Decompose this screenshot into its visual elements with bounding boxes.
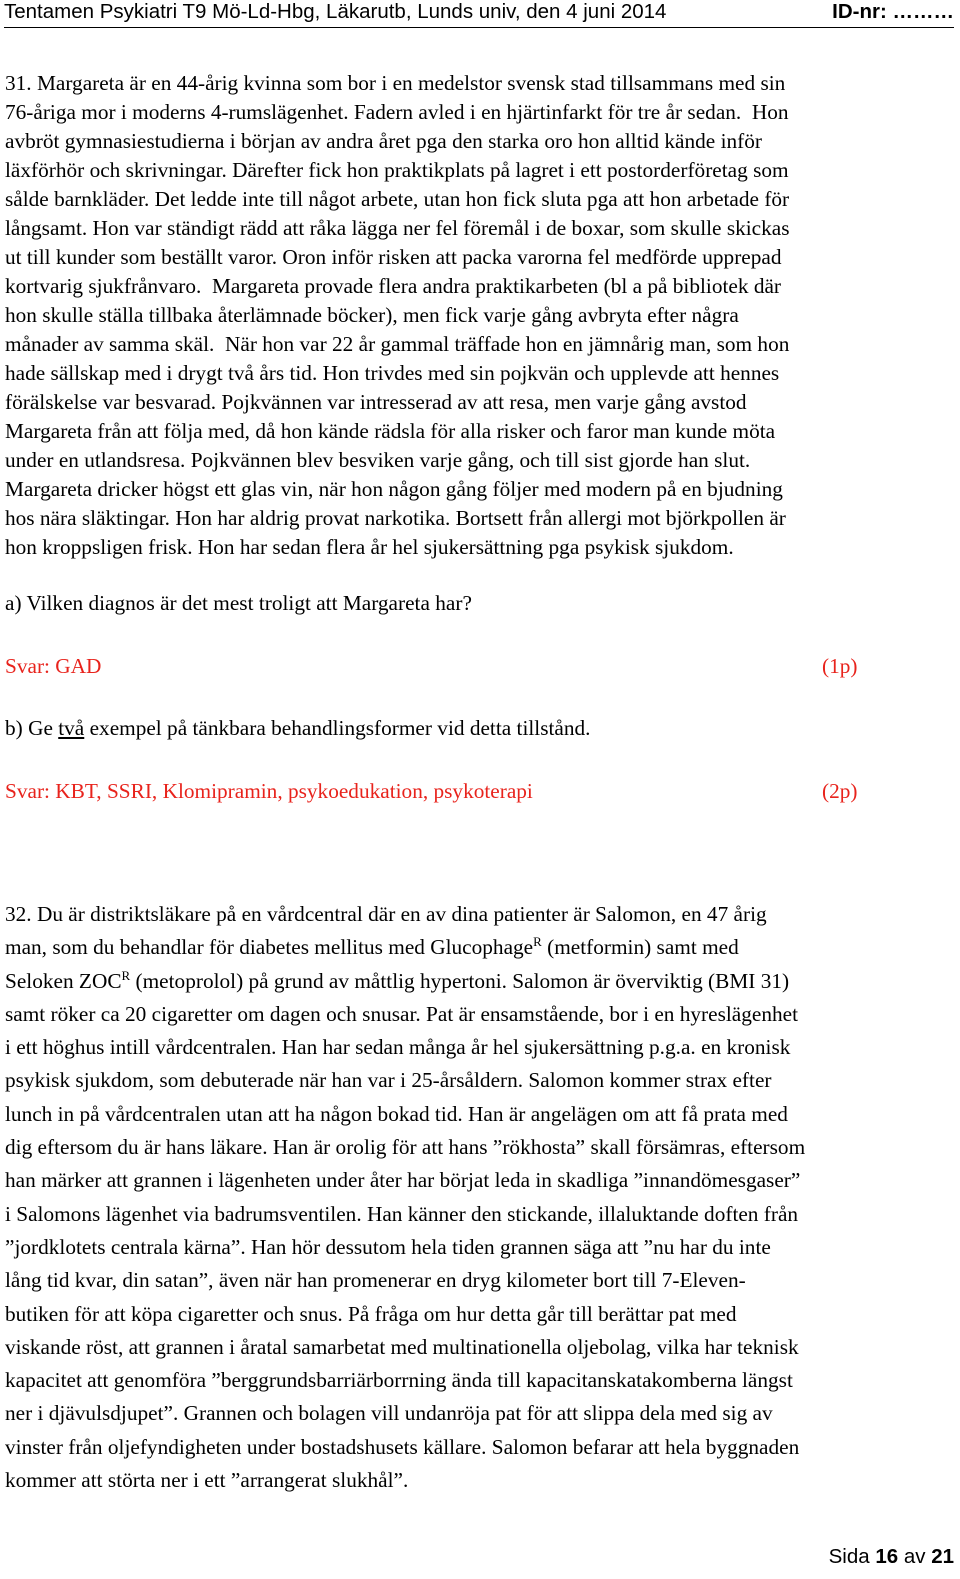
q32-line: ner i djävulsdjupet”. Grannen och bolagen vill undanröja pat för att slippa dela med sig av (5, 1401, 773, 1426)
q31-line: förälskelse var besvarad. Pojkvännen var intresserad av att resa, men varje gång avstod (5, 390, 747, 414)
q32-line: 32. Du är distriktsläkare på en vårdcentral där en av dina patienter är Salomon, en 47 årig (5, 902, 767, 926)
q31-line: 31. Margareta är en 44-årig kvinna som bor i en medelstor svensk stad tillsammans med sin (5, 71, 786, 95)
q31-line: hon kroppsligen frisk. Hon har sedan flera år hel sjukersättning pga psykisk sjukdom. (5, 535, 734, 559)
q32-line (5, 931, 805, 964)
registered-mark: R (121, 967, 131, 983)
points-31b: (2p) (822, 779, 858, 803)
header-divider (4, 27, 954, 28)
id-number-label: ID-nr: ……… (832, 0, 954, 23)
q32-line: i ett höghus intill vårdcentralen. Han har sedan många år hel sjukersättning p.g.a. en kronisk (5, 1035, 791, 1060)
q31-line: Margareta dricker högst ett glas vin, när hon någon gång följer med modern på en bjudning (5, 477, 783, 501)
q32-line: lunch in på vårdcentralen utan att ha någon bokad tid. Han är angelägen om att få prata med (5, 1101, 788, 1126)
q31b-text-after: exempel på tänkbara behandlingsformer vid detta tillstånd. (84, 716, 591, 740)
q31-line: hon skulle ställa tillbaka återlämnade böcker), men fick varje gång avbryta efter några (5, 303, 739, 327)
q32-line: kapacitet att genomföra ”berggrundsbarriärborrning ända till kapacitanskatakomberna längst (5, 1368, 793, 1393)
page-current: 16 (875, 1545, 899, 1568)
q31-line: sålde barnkläder. Det ledde inte till något arbete, utan hon fick sluta pga att hon arbetade för (5, 187, 790, 211)
q32-line (5, 965, 805, 998)
q31-line: långsamt. Hon var ständigt rädd att råka lägga ner fel föremål i de boxar, som skulle skickas (5, 216, 790, 240)
question-31a: a) Vilken diagnos är det mest troligt att Margareta har? (5, 591, 472, 615)
q32-line2-after: (metformin) samt med (541, 935, 739, 960)
q32-line: dig eftersom du är hans läkare. Han är orolig för att hans ”rökhosta” skall försämras, eftersom (5, 1135, 806, 1160)
q31-line: ut till kunder som beställt varor. Oron inför risken att packa varorna fel medförde upprepad (5, 245, 782, 269)
q31-line: 76-åriga mor i moderns 4-rumslägenhet. Fadern avled i en hjärtinfarkt för tre år sedan. Hon (5, 100, 789, 124)
q31-line: hos nära släktingar. Hon har aldrig provat narkotika. Bortsett från allergi mot björkpollen är (5, 506, 786, 530)
question-31-text (5, 69, 790, 562)
q31-line: Margareta från att följa med, då hon kände rädsla för alla risker och faror man kunde möta (5, 419, 776, 443)
q32-line3-before: Seloken ZOC (5, 968, 122, 993)
q32-line: i Salomons lägenhet via badrumsventilen. Han känner den stickande, illaluktande doften från (5, 1201, 799, 1226)
exam-title: Tentamen Psykiatri T9 Mö-Ld-Hbg, Läkarutb, Lunds univ, den 4 juni 2014 (4, 0, 667, 23)
q31-line: läxförhör och skrivningar. Därefter fick hon praktikplats på lagret i ett postorderföretag som (5, 158, 789, 182)
page-prefix: Sida (828, 1545, 876, 1568)
q32-line: lång tid kvar, din satan”, även när han promenerar en dryg kilometer bort till 7-Eleven- (5, 1268, 746, 1293)
q32-line: han märker att grannen i lägenheten under åter har börjat leda in skadliga ”innandömesgaser” (5, 1168, 801, 1193)
page-header (4, 0, 954, 26)
q32-line: ”jordklotets centrala kärna”. Han hör dessutom hela tiden grannen säga att ”nu har du inte (5, 1234, 771, 1259)
q32-line: vinster från oljefyndigheten under bostadshusets källare. Salomon befarar att hela byggnaden (5, 1434, 800, 1459)
answer-31a: Svar: GAD (5, 654, 102, 678)
q31b-text-before: b) Ge (5, 716, 59, 740)
q31-line: månader av samma skäl. När hon var 22 år gammal träffade hon en jämnårig man, som hon (5, 332, 790, 356)
q31-line: under en utlandsresa. Pojkvännen blev besviken varje gång, och till sist gjorde han slut. (5, 448, 751, 472)
q32-line: psykisk sjukdom, som debuterade när han var i 25-årsåldern. Salomon kommer strax efter (5, 1068, 772, 1093)
q32-line2-before: man, som du behandlar för diabetes mellitus med Glucophage (5, 935, 534, 960)
points-31a: (1p) (822, 654, 858, 678)
q32-line: kommer att störta ner i ett ”arrangerat slukhål”. (5, 1468, 409, 1493)
q32-line: samt röker ca 20 cigaretter om dagen och snusar. Pat är ensamstående, bor i en hyreslägenhet (5, 1001, 799, 1026)
page-middle: av (898, 1545, 932, 1568)
answer-31b: Svar: KBT, SSRI, Klomipramin, psykoedukation, psykoterapi (5, 779, 533, 803)
q32-line: butiken för att köpa cigaretter och snus. På fråga om hur detta går till berättar pat med (5, 1301, 737, 1326)
q31-line: hade sällskap med i drygt två års tid. Hon trivdes med sin pojkvän och upplevde att hennes (5, 361, 780, 385)
q31-line: kortvarig sjukfrånvaro. Margareta provade flera andra praktikarbeten (bl a på bibliotek där (5, 274, 782, 298)
question-32-text (5, 898, 805, 1497)
registered-mark: R (533, 934, 542, 950)
q31b-emphasis: två (58, 716, 85, 740)
q32-line: viskande röst, att grannen i åratal samarbetat med multinationella oljebolag, vilka har teknisk (5, 1334, 799, 1359)
q32-line3-after: (metoprolol) på grund av måttlig hypertoni. Salomon är överviktig (BMI 31) (130, 968, 790, 993)
question-31b (5, 715, 591, 741)
page-total: 21 (931, 1545, 954, 1568)
q31-line: avbröt gymnasiestudierna i början av andra året pga den starka oro hon alltid kände inför (5, 129, 762, 153)
page-number (829, 1545, 954, 1569)
